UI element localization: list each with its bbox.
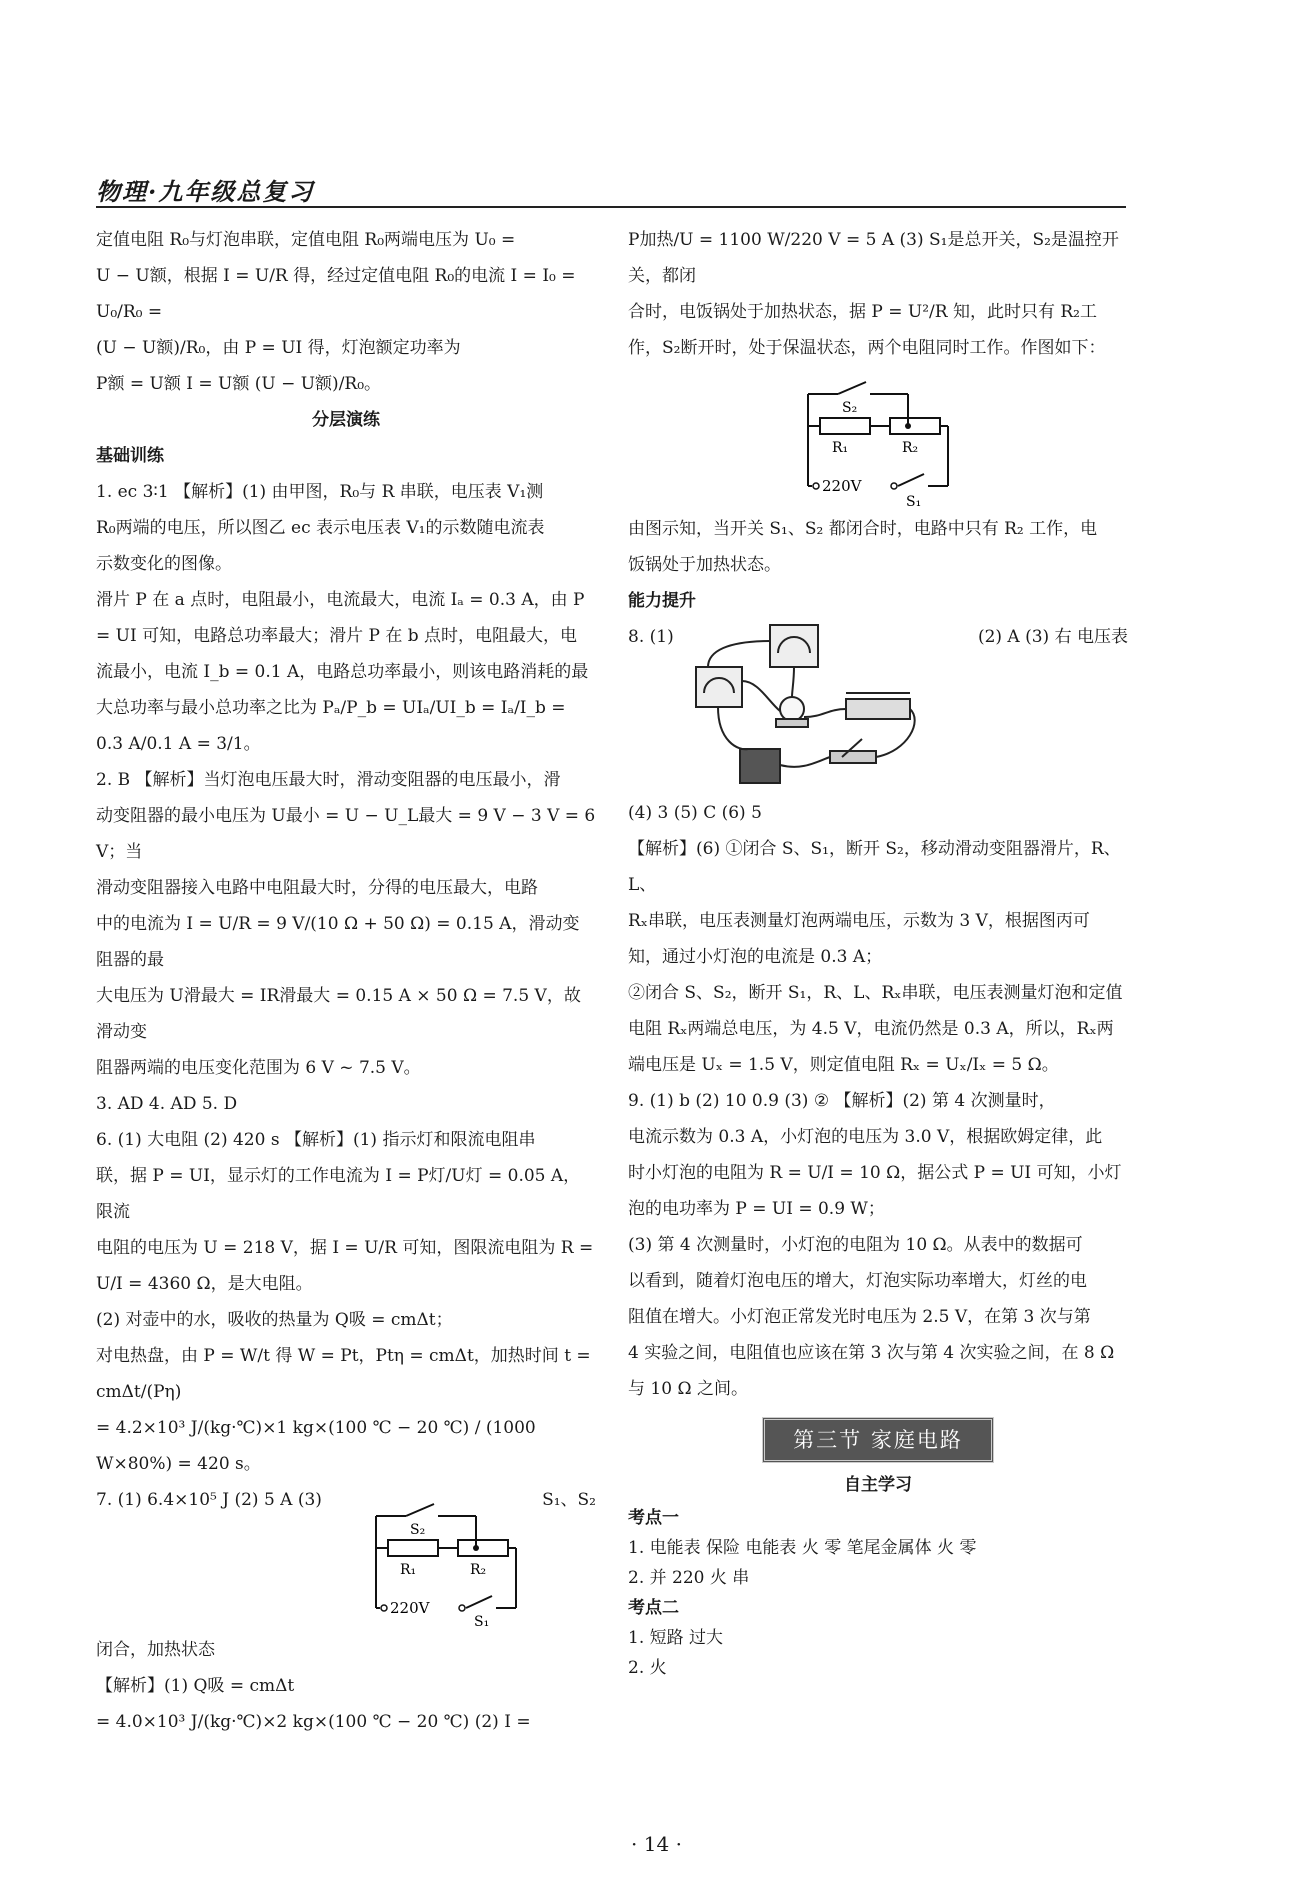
circuit-diagram-left [366,1488,526,1628]
q2-line: 动变阻器的最小电压为 U最小 = U − U_L最大 = 9 V − 3 V = 6 V；当 [96,806,596,862]
q8-analysis-line: 知，通过小灯泡的电流是 0.3 A； [628,947,883,967]
terminal [459,1605,465,1611]
right-column [628,222,1128,1683]
q8-answers: (4) 3 (5) C (6) 5 [628,803,762,823]
circuit-diagram-right [798,366,958,511]
junction-dot [905,423,911,429]
wire [792,667,794,697]
q2-line: 2. B 【解析】当灯泡电压最大时，滑动变阻器的电压最小，滑 [96,770,561,790]
knife-switch [830,751,876,763]
label-s1: S₁ [474,1614,490,1628]
label-s1: S₁ [906,494,922,510]
q9-line: 泡的电功率为 P = UI = 0.9 W； [628,1199,885,1219]
q9-line: 电流示数为 0.3 A，小灯泡的电压为 3.0 V，根据欧姆定律，此 [628,1127,1103,1147]
ammeter [696,667,742,707]
label-voltage: 220V [822,477,862,495]
q1-line: 1. ec 3∶1 【解析】(1) 由甲图，R₀与 R 串联，电压表 V₁测 [96,482,544,502]
q8-analysis-line: ②闭合 S、S₂，断开 S₁，R、L、Rₓ串联，电压表测量灯泡和定值 [628,983,1123,1003]
label-r2: R₂ [470,1562,487,1578]
lamp [780,697,804,721]
page-number: · 14 · [631,1832,682,1856]
q6-line: = 4.2×10³ J/(kg·℃)×1 kg×(100 ℃ − 20 ℃) / (1000 W×80%) = 420 s。 [96,1418,536,1474]
header-rule [96,206,1126,208]
resistor-r1 [388,1540,438,1556]
intro-line: 合时，电饭锅处于加热状态，据 P = U²/R 知，此时只有 R₂工 [628,302,1097,322]
kp1-line: 2. 并 220 火 串 [628,1568,750,1588]
q7-tail-line: = 4.0×10³ J/(kg·℃)×2 kg×(100 ℃ − 20 ℃) (2) I = [96,1712,531,1732]
label-r1: R₁ [400,1562,417,1578]
rheostat [846,699,910,719]
after-circuit-line: 饭锅处于加热状态。 [628,555,781,575]
resistor-r2 [890,418,940,434]
wire [718,707,748,749]
q8-label: 8. (1) [628,627,674,647]
terminal [813,483,819,489]
terminal [381,1605,387,1611]
q9-line: 与 10 Ω 之间。 [628,1379,748,1399]
q2-line: 大电压为 U滑最大 = IR滑最大 = 0.15 A × 50 Ω = 7.5 V，故滑动变 [96,986,581,1042]
switch-s1-blade [898,474,924,486]
wire [708,641,770,667]
q1-line: 滑片 P 在 a 点时，电阻最小，电流最大，电流 Iₐ = 0.3 A，由 P [96,590,585,610]
terminal [891,483,897,489]
kp2-title: 考点二 [628,1598,679,1618]
label-s2: S₂ [842,400,858,416]
battery [740,749,780,783]
label-voltage: 220V [390,1599,430,1617]
text-line: (U − U额)/R₀，由 P = UI 得，灯泡额定功率为 [96,338,461,358]
switch-s2-blade [406,1504,434,1516]
intro-line: 作，S₂断开时，处于保温状态，两个电阻同时工作。作图如下： [628,338,1106,358]
text-line: 定值电阻 R₀与灯泡串联，定值电阻 R₀两端电压为 U₀ = [96,230,516,250]
q7-tail-line: 闭合，加热状态 [96,1640,215,1660]
junction-dot [473,1545,479,1551]
lamp-base [776,719,808,727]
text-line: U − U额，根据 I = U/R 得，经过定值电阻 R₀的电流 I = I₀ = U₀/R₀ = [96,266,576,322]
page-header-title: 物理·九年级总复习 [96,177,315,206]
text-line: P额 = U额 I = U额 (U − U额)/R₀。 [96,374,382,394]
label-r1: R₁ [832,440,849,456]
q9-line: 阻值在增大。小灯泡正常发光时电压为 2.5 V，在第 3 次与第 [628,1307,1091,1327]
kp1-title: 考点一 [628,1508,679,1528]
section-title: 分层演练 [312,410,380,430]
switch-s2-blade [838,382,866,394]
q9-line: 9. (1) b (2) 10 0.9 (3) ② 【解析】(2) 第 4 次测量时， [628,1091,1056,1111]
kp1-line: 1. 电能表 保险 电能表 火 零 笔尾金属体 火 零 [628,1538,977,1558]
q2-line: 滑动变阻器接入电路中电阻最大时，分得的电压最大，电路 [96,878,538,898]
kp2-line: 2. 火 [628,1658,667,1678]
q6-line: (2) 对壶中的水，吸收的热量为 Q吸 = cmΔt； [96,1310,453,1330]
q8-analysis-line: 电阻 Rₓ两端总电压，为 4.5 V，电流仍然是 0.3 A，所以，Rₓ两 [628,1019,1114,1039]
q8-analysis-line: Rₓ串联，电压表测量灯泡两端电压，示数为 3 V，根据图丙可 [628,911,1090,931]
experiment-apparatus [678,621,938,791]
label-s2: S₂ [410,1522,426,1538]
q7-prefix: 7. (1) 6.4×10⁵ J (2) 5 A (3) [96,1490,322,1510]
q7-suffix: S₁、S₂ [542,1490,596,1510]
q6-line: 电阻的电压为 U = 218 V，据 I = U/R 可知，图限流电阻为 R = [96,1238,594,1258]
q1-line: 流最小，电流 I_b = 0.1 A，电路总功率最小，则该电路消耗的最 [96,662,589,682]
after-circuit-line: 由图示知，当开关 S₁、S₂ 都闭合时，电路中只有 R₂ 工作，电 [628,519,1098,539]
voltmeter [770,625,818,667]
q8-block [628,619,1128,795]
q8-analysis-line: 端电压是 Uₓ = 1.5 V，则定值电阻 Rₓ = Uₓ/Iₓ = 5 Ω。 [628,1055,1059,1075]
switch-s1-blade [466,1596,492,1608]
q6-line: U/I = 4360 Ω，是大电阻。 [96,1274,313,1294]
q6-line: 联，据 P = UI，显示灯的工作电流为 I = P灯/U灯 = 0.05 A，限流 [96,1166,581,1222]
q2-line: 中的电流为 I = U/R = 9 V/(10 Ω + 50 Ω) = 0.15 A，滑动变阻器的最 [96,914,580,970]
wire [742,681,780,711]
q1-line: 大总功率与最小总功率之比为 Pₐ/P_b = UIₐ/UI_b = Iₐ/I_b = 0.3 A/0.1 A = 3/1。 [96,698,566,754]
q1-line: 示数变化的图像。 [96,554,232,574]
subheading-advanced: 能力提升 [628,591,696,611]
intro-line: P加热/U = 1100 W/220 V = 5 A (3) S₁是总开关，S₂是温控开关，都闭 [628,230,1119,286]
label-r2: R₂ [902,440,919,456]
section-banner: 第三节 家庭电路 [762,1417,994,1463]
q3-line: 3. AD 4. AD 5. D [96,1094,238,1114]
self-study-title: 自主学习 [844,1475,912,1495]
resistor-r2 [458,1540,508,1556]
q9-line: 4 实验之间，电阻值也应该在第 3 次与第 4 次实验之间，在 8 Ω [628,1343,1115,1363]
section-banner-wrap [628,1417,1128,1463]
q1-line: = UI 可知，电路总功率最大；滑片 P 在 b 点时，电阻最大，电 [96,626,578,646]
wire [780,757,830,767]
q6-line: 6. (1) 大电阻 (2) 420 s 【解析】(1) 指示灯和限流电阻串 [96,1130,536,1150]
q9-line: 时小灯泡的电阻为 R = U/I = 10 Ω，据公式 P = UI 可知，小灯 [628,1163,1122,1183]
wire [804,709,846,717]
q7-block [96,1482,596,1632]
q2-line: 阻器两端的电压变化范围为 6 V ~ 7.5 V。 [96,1058,421,1078]
left-column [96,222,596,1740]
subheading-basic: 基础训练 [96,446,164,466]
q7-tail-line: 【解析】(1) Q吸 = cmΔt [96,1676,295,1696]
q8-analysis-line: 【解析】(6) ①闭合 S、S₁，断开 S₂，移动滑动变阻器滑片，R、L、 [628,839,1121,895]
q6-line: 对电热盘，由 P = W/t 得 W = Pt，Ptη = cmΔt，加热时间 t = cmΔt/(Pη) [96,1346,591,1402]
resistor-r1 [820,418,870,434]
kp2-line: 1. 短路 过大 [628,1628,724,1648]
q1-line: R₀两端的电压，所以图乙 ec 表示电压表 V₁的示数随电流表 [96,518,545,538]
q9-line: 以看到，随着灯泡电压的增大，灯泡实际功率增大，灯丝的电 [628,1271,1087,1291]
q8-right-answers: (2) A (3) 右 电压表 [977,627,1128,647]
q9-line: (3) 第 4 次测量时，小灯泡的电阻为 10 Ω。从表中的数据可 [628,1235,1083,1255]
